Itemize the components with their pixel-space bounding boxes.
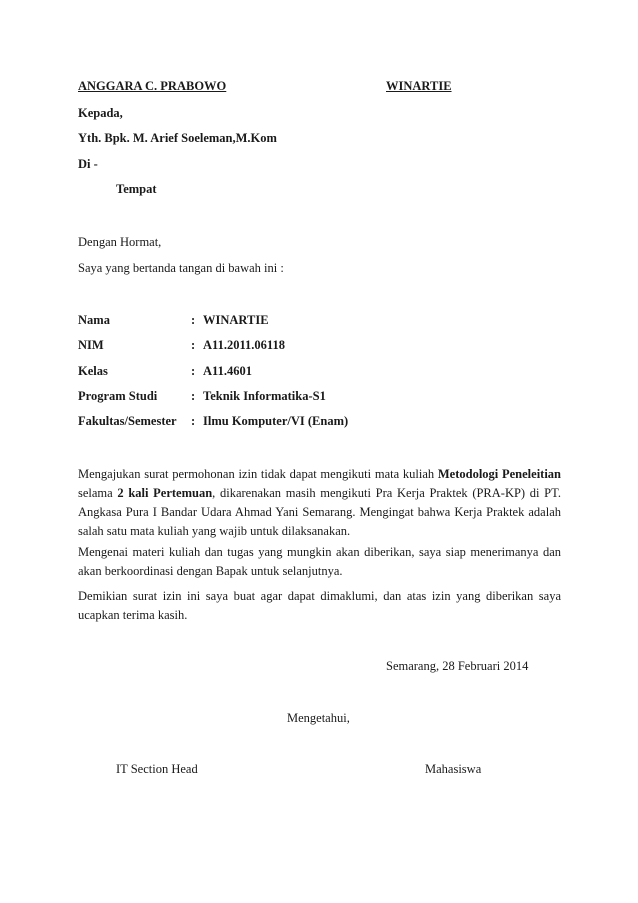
identity-value: A11.2011.06118 [203, 338, 285, 352]
identity-colon: : [191, 313, 196, 327]
identity-colon: : [191, 414, 196, 428]
identity-value: Teknik Informatika-S1 [203, 389, 326, 403]
course-name: Metodologi Peneleitian [437, 467, 562, 481]
identity-colon: : [191, 338, 196, 352]
identity-label: Nama [78, 313, 110, 327]
identity-value: WINARTIE [203, 313, 269, 327]
absence-count: 2 kali Pertemuan [117, 486, 213, 500]
header-right-name: WINARTIE [386, 79, 452, 93]
identity-colon: : [191, 389, 196, 403]
identity-label: Kelas [78, 364, 108, 378]
identity-label: Fakultas/Semester [78, 414, 177, 428]
identity-label: Program Studi [78, 389, 158, 403]
request-text-1: Mengajukan surat permohonan izin tidak dapat mengikuti mata kuliah [78, 467, 438, 481]
intro-line: Saya yang bertanda tangan di bawah ini : [78, 261, 284, 275]
body-paragraph-closing: Demikian surat izin ini saya buat agar dapat dimaklumi, dan atas izin yang diberikan saya ucapkan terima kasih. [78, 589, 561, 622]
identity-value: A11.4601 [203, 364, 252, 378]
recipient-greeting: Kepada, [78, 106, 123, 120]
recipient-place: Tempat [116, 182, 157, 196]
body-paragraph-materials: Mengenai materi kuliah dan tugas yang mungkin akan diberikan, saya siap menerimanya dan akan berkoordinasi dengan Bapak untuk selanjutnya. [78, 545, 561, 578]
identity-label: NIM [78, 338, 104, 352]
recipient-di: Di - [78, 157, 98, 171]
acknowledged-label: Mengetahui, [287, 711, 350, 725]
identity-colon: : [191, 364, 196, 378]
left-signer-title: IT Section Head [116, 762, 198, 776]
identity-value: Ilmu Komputer/VI (Enam) [203, 414, 349, 428]
request-text-2: selama [78, 486, 118, 500]
place-date: Semarang, 28 Februari 2014 [386, 659, 529, 673]
body-paragraph-request [78, 465, 561, 541]
request-text-3: , dikarenakan masih mengikuti Pra Kerja Praktek (PRA-KP) di PT. Angkasa Pura I Bandar Udara Ahmad Yani Semarang. Mengingat bahwa Kerja Praktek adalah salah satu mata kuliah yang wajib untuk dilaksanakan. [78, 486, 561, 538]
header-left-name: ANGGARA C. PRABOWO [78, 79, 227, 93]
right-signer-title: Mahasiswa [425, 762, 482, 776]
recipient-addressee: Yth. Bpk. M. Arief Soeleman,M.Kom [78, 131, 277, 145]
salutation: Dengan Hormat, [78, 235, 162, 249]
